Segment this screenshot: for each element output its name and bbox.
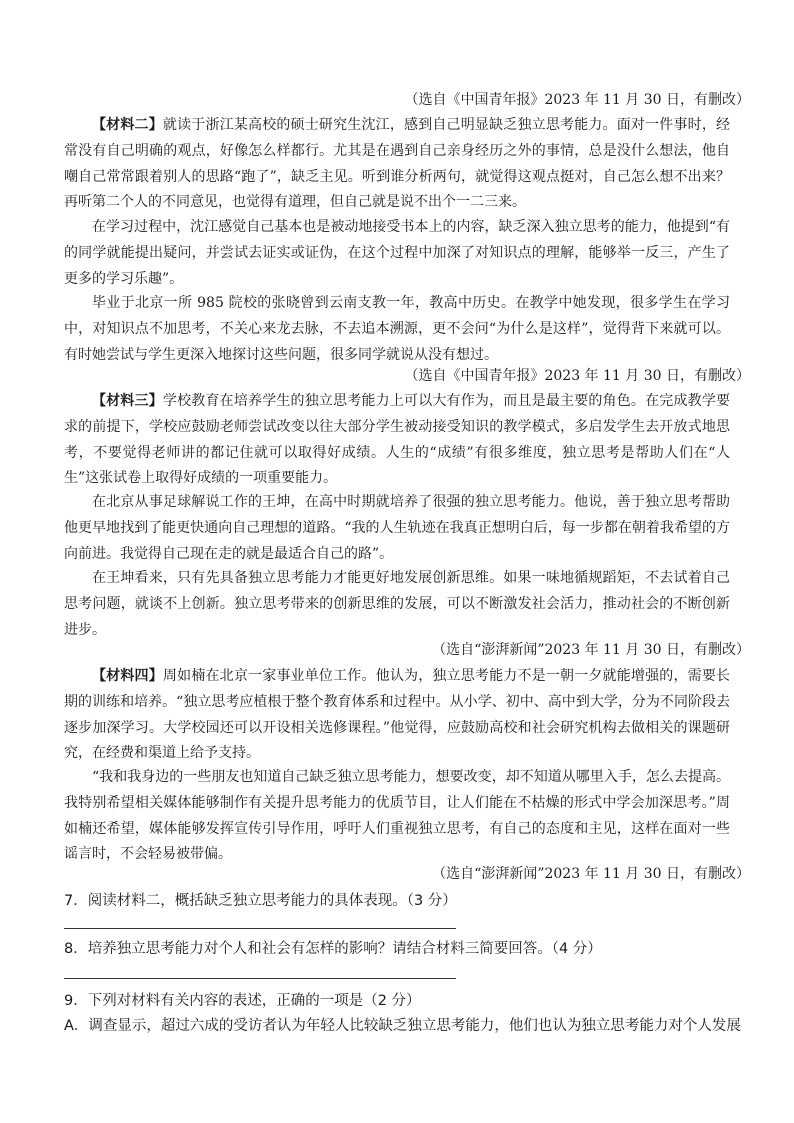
material-3-p1-text: 学校教育在培养学生的独立思考能力上可以大有作为，而且是最主要的角色。在完成教学要求的前提下，学校应鼓励老师尝试改变以往大部分学生被动接受知识的教学模式，多启发学生去开放式地思考，不要觉得老师讲的都记住就可以取得好成绩。人生的“成绩”有很多维度，独立思考是帮助人们在“人生”这张试卷上取得好成绩的一项重要能力。: [64, 393, 731, 487]
material-2-p1-text: 就读于浙江某高校的硕士研究生沈江，感到自己明显缺乏独立思考能力。面对一件事时，经常没有自己明确的观点，好像怎么样都行。尤其是在遇到自己亲身经历之外的事情，总是没什么想法，他自嘲自己常常跟着别人的思路“跑了”，缺乏主见。听到谁分析两句，就觉得这观点挺对，自己怎么想不出来？再听第二个人的不同意见，也觉得有道理，但自己就是说不出个一二三来。: [64, 117, 731, 211]
question-8: 8．培养独立思考能力对个人和社会有怎样的影响？请结合材料三简要回答。（4 分）: [64, 941, 602, 957]
question-9: 9．下列对材料有关内容的表述，正确的一项是（2 分）: [64, 993, 421, 1009]
answer-line-q8[interactable]: [64, 978, 456, 979]
material-4-paragraph-1: [64, 664, 730, 767]
question-7: 7．阅读材料二，概括缺乏独立思考能力的具体表现。（3 分）: [64, 893, 457, 909]
source-citation-1: （选自《中国青年报》2023 年 11 月 30 日，有删改）: [404, 92, 750, 108]
material-3-paragraph-2: 在北京从事足球解说工作的王坤，在高中时期就培养了很强的独立思考能力。他说，善于独立思考帮助他更早地找到了能更快通向自己理想的道路。“我的人生轨迹在我真正想明白后，每一步都在朝着我希望的方向前进。我觉得自己现在走的就是最适合自己的路”。: [64, 494, 730, 562]
material-3-paragraph-1: [64, 389, 730, 492]
source-citation-3: （选自“澎湃新闻”2023 年 11 月 30 日，有删改）: [432, 642, 750, 658]
question-9-option-a[interactable]: A．调查显示，超过六成的受访者认为年轻人比较缺乏独立思考能力，他们也认为独立思考能力对个人发展: [64, 1018, 741, 1034]
material-2-tag: 【材料二】: [92, 117, 163, 133]
source-citation-4: （选自“澎湃新闻”2023 年 11 月 30 日，有删改）: [432, 866, 750, 882]
source-citation-2: （选自《中国青年报》2023 年 11 月 30 日，有删改）: [404, 368, 750, 384]
material-2-paragraph-2: 在学习过程中，沈江感觉自己基本也是被动地接受书本上的内容，缺乏深入独立思考的能力，他提到“有的同学就能提出疑问，并尝试去证实或证伪，在这个过程中加深了对知识点的理解，能够举一反三，产生了更多的学习乐趣”。: [64, 219, 730, 287]
answer-line-q7[interactable]: [64, 928, 456, 929]
material-3-tag: 【材料三】: [92, 393, 163, 409]
material-4-tag: 【材料四】: [92, 668, 163, 684]
material-4-p1-text: 周如楠在北京一家事业单位工作。他认为，独立思考能力不是一朝一夕就能增强的，需要长期的训练和培养。“独立思考应植根于整个教育体系和过程中。从小学、初中、高中到大学，分为不同阶段去逐步加深学习。大学校园还可以开设相关选修课程。”他觉得，应鼓励高校和社会研究机构去做相关的课题研究，在经费和渠道上给予支持。: [64, 668, 731, 762]
material-4-paragraph-2: “我和我身边的一些朋友也知道自己缺乏独立思考能力，想要改变，却不知道从哪里入手，怎么去提高。我特别希望相关媒体能够制作有关提升思考能力的优质节目，让人们能在不枯燥的形式中学会加深思考。”周如楠还希望，媒体能够发挥宣传引导作用，呼吁人们重视独立思考，有自己的态度和主见，这样在面对一些谣言时，不会轻易被带偏。: [64, 769, 730, 863]
material-2-paragraph-1: [64, 113, 730, 216]
material-2-paragraph-3: 毕业于北京一所 985 院校的张晓曾到云南支教一年，教高中历史。在教学中她发现，很多学生在学习中，对知识点不加思考，不关心来龙去脉，不去追本溯源，更不会问“为什么是这样”，觉得背下来就可以。有时她尝试与学生更深入地探讨这些问题，很多同学就说从没有想过。: [64, 295, 730, 363]
material-3-paragraph-3: 在王坤看来，只有先具备独立思考能力才能更好地发展创新思维。如果一味地循规蹈矩，不去试着自己思考问题，就谈不上创新。独立思考带来的创新思维的发展，可以不断激发社会活力，推动社会的不断创新进步。: [64, 570, 730, 638]
